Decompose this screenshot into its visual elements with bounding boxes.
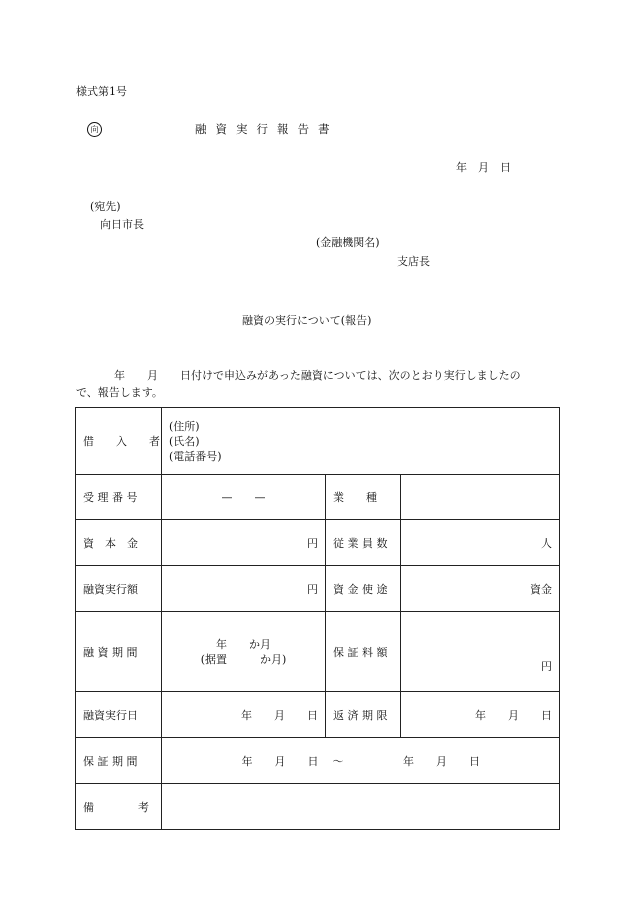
- table-row: [76, 784, 560, 830]
- guarantee-period-end: 年 月 日: [403, 754, 480, 768]
- document-title: 融資実行報告書: [195, 122, 339, 136]
- table-row: [76, 612, 560, 692]
- body-text-line-2: で、報告します。: [76, 386, 163, 399]
- loan-period-months: 年 か月: [216, 637, 271, 651]
- loan-period-field[interactable]: [162, 612, 326, 692]
- guarantee-period-label: 保 証 期 間: [76, 738, 162, 784]
- repayment-deadline-label: 返 済 期 限: [326, 692, 401, 738]
- form-number: 様式第1号: [76, 85, 127, 98]
- guarantee-period-start[interactable]: 年 月 日: [162, 738, 326, 784]
- receipt-number-label: 受 理 番 号: [76, 475, 162, 520]
- employees-field[interactable]: 人: [401, 520, 560, 566]
- addressee: 向日市長: [100, 218, 144, 231]
- loan-amount-field[interactable]: 円: [162, 566, 326, 612]
- borrower-address-label: (住所): [169, 419, 200, 433]
- table-row: [76, 520, 560, 566]
- subject: 融資の実行について(報告): [242, 314, 372, 327]
- branch-manager: 支店長: [397, 255, 430, 268]
- borrower-name-label: (氏名): [169, 434, 200, 448]
- industry-label: 業 種: [326, 475, 401, 520]
- remarks-label: 備 考: [76, 784, 162, 830]
- borrower-phone-label: (電話番号): [169, 449, 222, 463]
- execution-date-label: 融資実行日: [76, 692, 162, 738]
- fund-use-field[interactable]: 資金: [401, 566, 560, 612]
- borrower-label: 借 入 者: [76, 408, 162, 475]
- guarantee-fee-label: 保 証 料 額: [326, 612, 401, 692]
- table-row: [76, 566, 560, 612]
- date-line: 年 月 日: [456, 161, 511, 174]
- fund-use-label: 資 金 使 途: [326, 566, 401, 612]
- borrower-fields[interactable]: [162, 408, 560, 475]
- employees-label: 従 業 員 数: [326, 520, 401, 566]
- loan-report-table: [75, 407, 560, 830]
- table-row: [76, 692, 560, 738]
- loan-amount-label: 融資実行額: [76, 566, 162, 612]
- capital-label: 資 本 金: [76, 520, 162, 566]
- repayment-deadline-field[interactable]: 年 月 日: [401, 692, 560, 738]
- city-seal-icon: 向: [87, 122, 102, 137]
- bank-name-label: (金融機関名): [316, 236, 380, 249]
- table-row: [76, 738, 560, 784]
- body-text-line-1: 年 月 日付けで申込みがあった融資については、次のとおり実行しましたの: [114, 369, 521, 382]
- table-row: [76, 475, 560, 520]
- loan-period-label: 融 資 期 間: [76, 612, 162, 692]
- addressee-label: (宛先): [90, 200, 121, 213]
- guarantee-fee-field[interactable]: 円: [401, 612, 560, 692]
- table-row: [76, 408, 560, 475]
- execution-date-field[interactable]: 年 月 日: [162, 692, 326, 738]
- industry-field[interactable]: [401, 475, 560, 520]
- capital-field[interactable]: 円: [162, 520, 326, 566]
- loan-period-deferment: (据置 か月): [200, 652, 287, 666]
- guarantee-period-separator: 〜: [332, 754, 344, 768]
- receipt-number-field[interactable]: — —: [162, 475, 326, 520]
- guarantee-period-end-cell[interactable]: [326, 738, 560, 784]
- remarks-field[interactable]: [162, 784, 560, 830]
